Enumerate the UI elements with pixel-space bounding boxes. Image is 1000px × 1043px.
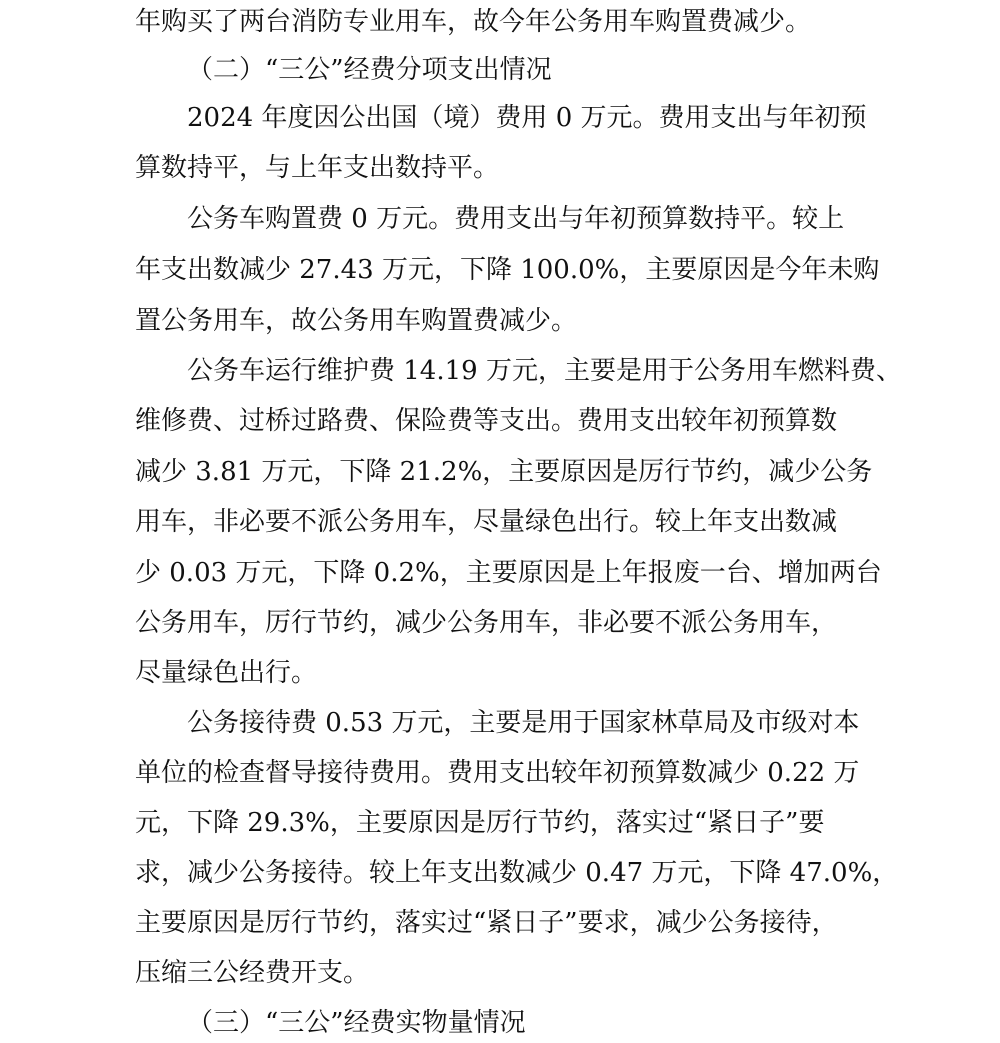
- text-line: 年购买了两台消防专业用车，故今年公务用车购置费减少。: [135, 7, 812, 37]
- section-heading: （二）“三公”经费分项支出情况: [187, 55, 552, 85]
- text-line: 压缩三公经费开支。: [135, 958, 370, 988]
- text-line: 维修费、过桥过路费、保险费等支出。费用支出较年初预算数: [135, 406, 838, 436]
- text-line: 年支出数减少 27.43 万元，下降 100.0%，主要原因是今年未购: [135, 255, 880, 285]
- text-line: 减少 3.81 万元，下降 21.2%，主要原因是厉行节约，减少公务: [135, 457, 873, 487]
- text-line: 元，下降 29.3%，主要原因是厉行节约，落实过“紧日子”要: [135, 808, 825, 838]
- text-line: 少 0.03 万元，下降 0.2%，主要原因是上年报废一台、增加两台: [135, 558, 882, 588]
- text-line: 公务车运行维护费 14.19 万元，主要是用于公务用车燃料费、: [187, 356, 902, 386]
- text-line: 求，减少公务接待。较上年支出数减少 0.47 万元，下降 47.0%，: [135, 858, 899, 888]
- section-heading: （三）“三公”经费实物量情况: [187, 1008, 526, 1038]
- text-line: 公务用车，厉行节约，减少公务用车，非必要不派公务用车，: [135, 608, 838, 638]
- text-line: 2024 年度因公出国（境）费用 0 万元。费用支出与年初预: [187, 103, 867, 133]
- text-line: 单位的检查督导接待费用。费用支出较年初预算数减少 0.22 万: [135, 758, 860, 788]
- text-line: 主要原因是厉行节约，落实过“紧日子”要求，减少公务接待，: [135, 908, 838, 938]
- text-line: 尽量绿色出行。: [135, 658, 318, 688]
- text-line: 算数持平，与上年支出数持平。: [135, 153, 500, 183]
- text-line: 公务接待费 0.53 万元，主要是用于国家林草局及市级对本: [187, 708, 860, 738]
- text-line: 置公务用车，故公务用车购置费减少。: [135, 306, 578, 336]
- text-line: 用车，非必要不派公务用车，尽量绿色出行。较上年支出数减: [135, 507, 838, 537]
- text-line: 公务车购置费 0 万元。费用支出与年初预算数持平。较上: [187, 204, 845, 234]
